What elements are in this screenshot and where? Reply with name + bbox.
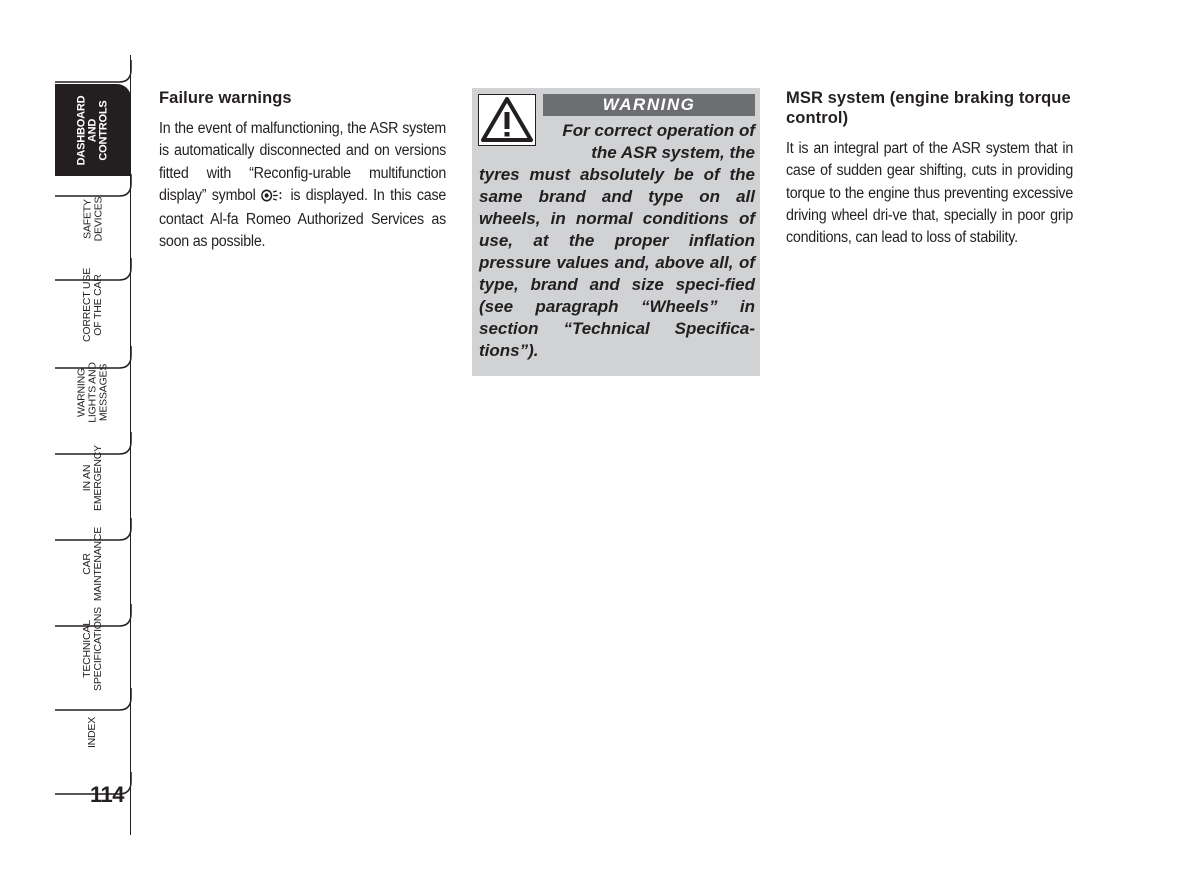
section-tab-label: CORRECT USE OF THE CAR: [80, 267, 104, 343]
warning-lead: For correct operation of the ASR system, the: [562, 121, 755, 162]
tab-separator: [55, 174, 135, 198]
section-tab-label: SAFETY DEVICES: [80, 196, 104, 242]
msr-heading: MSR system (engine braking torque control): [786, 89, 1071, 127]
warning-rest: tyres must absolutely be of the same brand and type on all wheels, in normal conditions of use, at the proper inflation pressure values and, above all, of type, brand and size speci-fied (see paragraph “Wheels” in section “Technical Specifica-tions”).: [479, 165, 755, 360]
msr-section: [786, 88, 1076, 249]
tab-separator: [55, 604, 135, 628]
tab-separator: [55, 772, 135, 796]
section-tab-label: INDEX: [86, 716, 99, 748]
tab-separator: [55, 688, 135, 712]
tab-separator: [55, 346, 135, 370]
tab-separator: [55, 518, 135, 542]
section-tab-label: CAR MAINTENANCE: [80, 526, 104, 602]
failure-warnings-heading: Failure warnings: [159, 89, 292, 107]
tab-separator: [55, 258, 135, 282]
failure-warnings-section: [159, 88, 447, 254]
page-number: 114: [90, 782, 124, 807]
section-tab[interactable]: [55, 84, 131, 176]
failure-warnings-body: In the event of malfunctioning, the ASR system is automatically disconnected and on versions fitted with “Reconfig-urable multifunction display” symbol is displayed. In this case contact Al-fa Romeo Authorized Services as soon as possible.: [159, 120, 447, 251]
asr-failure-icon: [261, 187, 285, 209]
warning-banner: WARNING: [543, 94, 755, 116]
section-tab-label: WARNING LIGHTS AND MESSAGES: [75, 361, 110, 423]
warning-text: [479, 120, 755, 362]
section-tab-label: IN AN EMERGENCY: [80, 445, 104, 511]
section-tab-label: TECHNICAL SPECIFICATIONS: [81, 607, 104, 691]
section-tab-label: DASHBOARD AND CONTROLS: [75, 95, 110, 165]
tab-separator: [55, 60, 135, 84]
tab-separator: [55, 432, 135, 456]
msr-body: It is an integral part of the ASR system that in case of sudden gear shifting, cuts in providing torque to the engine thus preventing excessive driving wheel dri-ve that, specially in poor grip conditions, can lead to loss of stability.: [786, 140, 1074, 247]
